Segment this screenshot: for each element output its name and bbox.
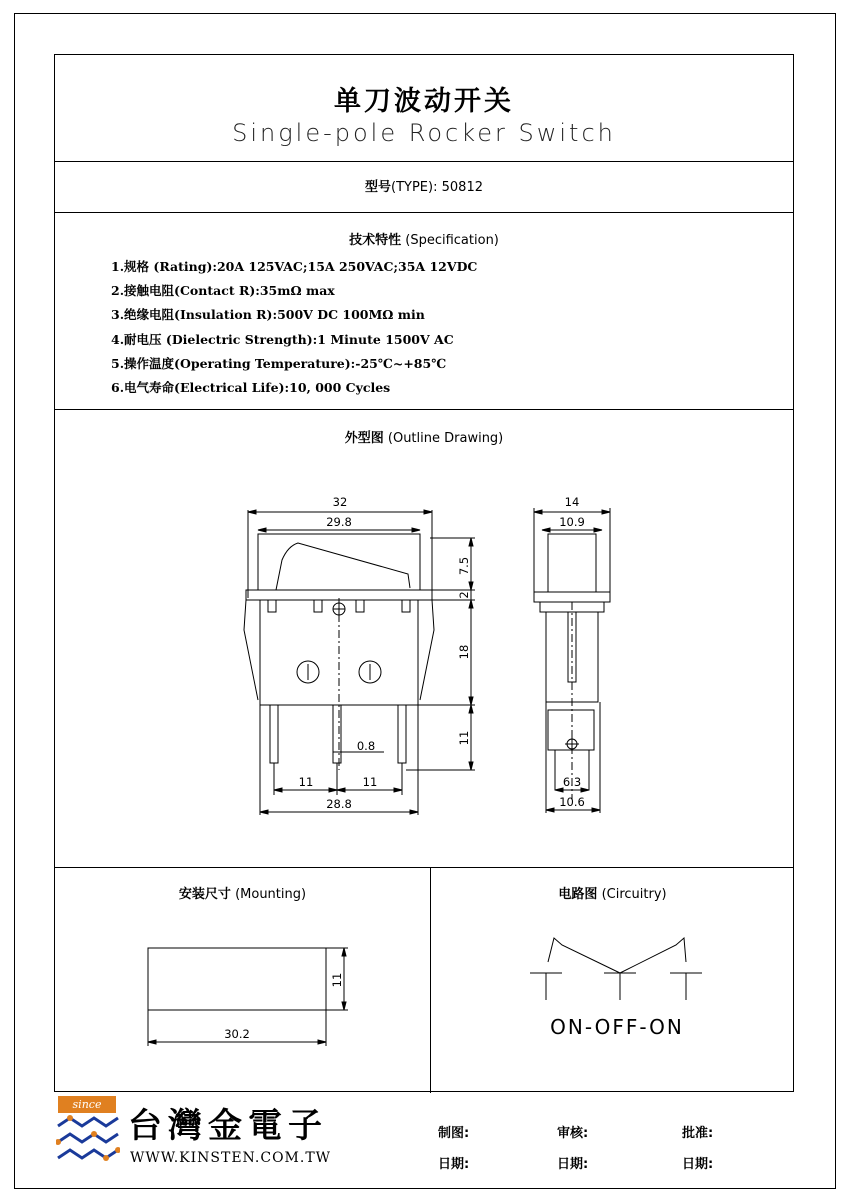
spec-item: 4.耐电压 (Dielectric Strength):1 Minute 1500V AC: [111, 331, 454, 347]
spec-heading-en: (Specification): [405, 233, 499, 248]
date-label-1: 日期:: [438, 1157, 470, 1172]
dim-7-5: 7.5: [457, 556, 471, 576]
since-badge: since 1980: [58, 1096, 116, 1113]
company-url: WWW.KINSTEN.COM.TW: [130, 1150, 332, 1166]
circuitry-heading-en: (Circuitry): [601, 887, 667, 902]
circuitry-heading-cn: 电路图: [558, 887, 598, 902]
outline-heading-en: (Outline Drawing): [387, 431, 504, 446]
type-label-en: (TYPE):: [391, 180, 438, 195]
dim-10-9: 10.9: [559, 515, 585, 529]
spec-item: 6.电气寿命(Electrical Life):10, 000 Cycles: [111, 379, 391, 395]
circuit-logo-icon: [56, 1114, 120, 1168]
date-label-3: 日期:: [682, 1157, 714, 1172]
drawn-by-label: 制图:: [438, 1126, 470, 1141]
mounting-heading-en: (Mounting): [235, 887, 307, 902]
dim-28-8: 28.8: [326, 797, 352, 811]
review-label: 审核:: [557, 1126, 589, 1141]
spec-item: 5.操作温度(Operating Temperature):-25℃~+85℃: [111, 355, 447, 371]
date-label-2: 日期:: [557, 1157, 589, 1172]
spec-item: 3.绝缘电阻(Insulation R):500V DC 100MΩ min: [111, 307, 425, 323]
title-cn: 单刀波动开关: [334, 86, 514, 117]
approve-label: 批准:: [682, 1126, 714, 1141]
mount-width: 30.2: [224, 1027, 250, 1041]
company-name-cn: 台灣金電子: [128, 1106, 328, 1146]
mounting-heading-cn: 安装尺寸: [178, 887, 231, 902]
circuit-label: ON-OFF-ON: [550, 1015, 684, 1039]
dim-32: 32: [332, 495, 348, 509]
spec-item: 1.规格 (Rating):20A 125VAC;15A 250VAC;35A 12VDC: [111, 259, 478, 274]
dim-0-8: 0.8: [356, 739, 376, 753]
mount-height: 11: [330, 972, 344, 988]
dim-14: 14: [564, 495, 580, 509]
spec-heading-cn: 技术特性: [349, 233, 402, 248]
type-value: 50812: [441, 180, 483, 195]
type-label: 型号: [365, 180, 392, 195]
dim-11-vertical: 11: [457, 730, 471, 746]
outline-heading-cn: 外型图: [344, 431, 384, 446]
dim-11-left: 11: [298, 775, 314, 789]
dim-2: 2: [457, 591, 471, 599]
title-en: Single-pole Rocker Switch: [232, 119, 616, 147]
dim-29-8: 29.8: [326, 515, 352, 529]
dim-18: 18: [457, 644, 471, 660]
spec-item: 2.接触电阻(Contact R):35mΩ max: [111, 283, 335, 299]
dim-10-6: 10.6: [559, 795, 585, 809]
dim-6-3: 6.3: [562, 775, 582, 789]
dim-11-right: 11: [362, 775, 378, 789]
